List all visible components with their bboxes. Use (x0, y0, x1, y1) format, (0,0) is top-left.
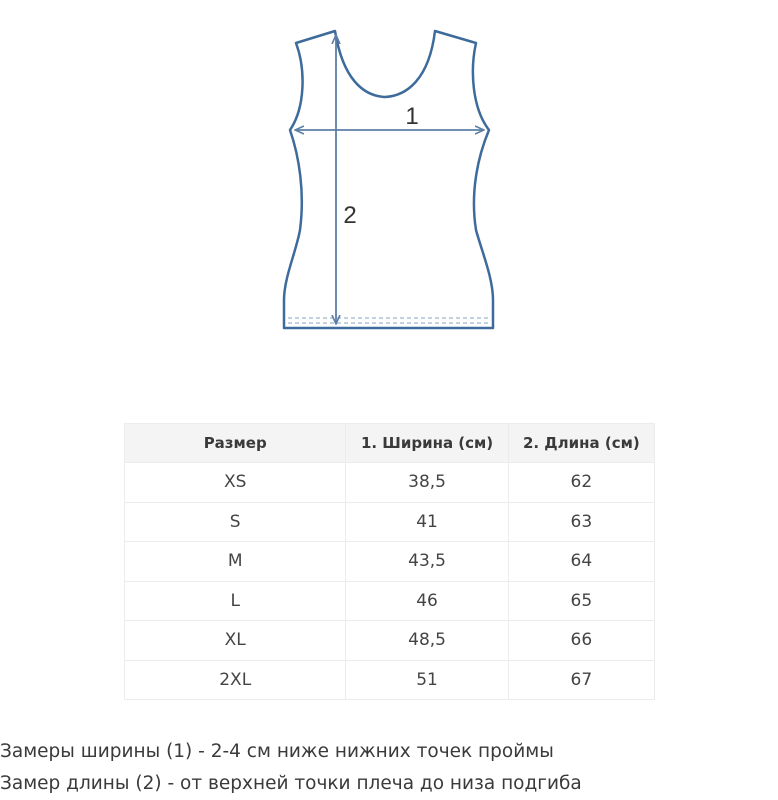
cell-length: 67 (508, 660, 654, 700)
cell-length: 64 (508, 542, 654, 582)
cell-length: 63 (508, 502, 654, 542)
table-row (125, 463, 655, 503)
cell-width: 41 (346, 502, 508, 542)
width-marker-label: 1 (405, 103, 419, 130)
cell-size: S (125, 502, 346, 542)
table-row (125, 581, 655, 621)
cell-size: L (125, 581, 346, 621)
cell-length: 62 (508, 463, 654, 503)
cell-length: 66 (508, 621, 654, 661)
header-width: 1. Ширина (см) (346, 424, 508, 463)
width-measurement-note: Замеры ширины (1) - 2-4 см ниже нижних точек проймы (0, 741, 554, 762)
cell-width: 46 (346, 581, 508, 621)
measurement-notes (0, 736, 778, 800)
table-header-row (125, 424, 655, 463)
cell-size: M (125, 542, 346, 582)
length-measurement-note: Замер длины (2) - от верхней точки плеча до низа подгиба (0, 773, 582, 794)
cell-length: 65 (508, 581, 654, 621)
header-size: Размер (125, 424, 346, 463)
table-row (125, 621, 655, 661)
table-row (125, 660, 655, 700)
header-length: 2. Длина (см) (508, 424, 654, 463)
size-chart-table (124, 423, 655, 700)
table-row (125, 542, 655, 582)
cell-size: XL (125, 621, 346, 661)
cell-size: 2XL (125, 660, 346, 700)
tank-top-diagram (0, 0, 778, 360)
cell-width: 51 (346, 660, 508, 700)
cell-width: 38,5 (346, 463, 508, 503)
table-row (125, 502, 655, 542)
cell-size: XS (125, 463, 346, 503)
tank-top-outline (284, 31, 493, 328)
cell-width: 48,5 (346, 621, 508, 661)
cell-width: 43,5 (346, 542, 508, 582)
length-marker-label: 2 (343, 202, 357, 229)
